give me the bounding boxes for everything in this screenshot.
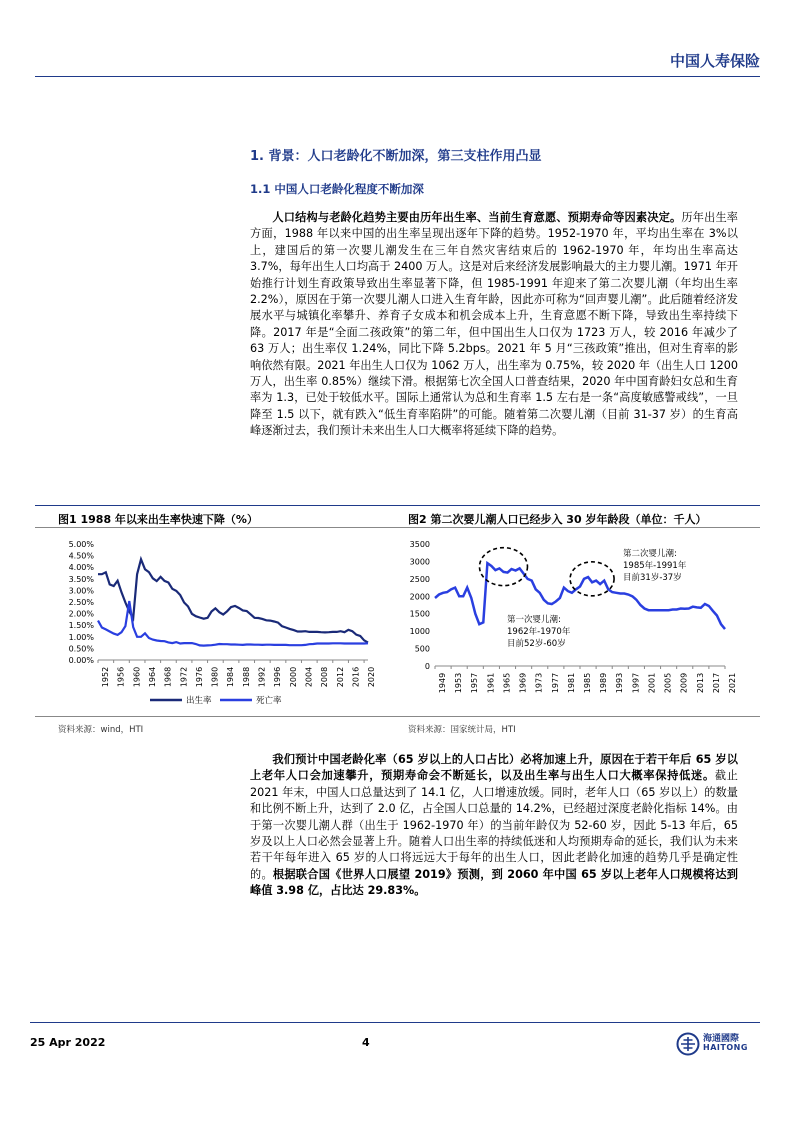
section-heading: 1. 背景：人口老龄化不断加深，第三支柱作用凸显 xyxy=(250,149,542,164)
subsection-heading: 1.1 中国人口老龄化程度不断加深 xyxy=(250,182,424,196)
chart2-highlight-second-boom xyxy=(570,562,614,596)
chart1-x-tick: 1992 xyxy=(257,666,267,688)
chart1-y-tick: 3.50% xyxy=(68,574,94,584)
figure2-title: 图2 第二次婴儿潮人口已经步入 30 岁年龄段（单位：千人） xyxy=(408,513,707,526)
chart2-x-tick: 2009 xyxy=(679,672,689,694)
chart2-x-tick: 1961 xyxy=(486,672,496,694)
chart2-y-tick: 1000 xyxy=(409,627,430,637)
footer-rule xyxy=(30,1022,760,1023)
chart2-x-tick: 1989 xyxy=(599,672,609,694)
chart2-x-tick: 1965 xyxy=(502,672,512,694)
chart1-x-tick: 1960 xyxy=(132,666,142,688)
logo-text-en: HAITONG xyxy=(703,1043,748,1052)
chart1-x-tick: 1972 xyxy=(179,666,189,688)
chart2-x-tick: 1981 xyxy=(566,672,576,694)
chart1-x-tick: 2000 xyxy=(288,666,298,688)
figure1-source: 资料来源：wind，HTI xyxy=(58,725,144,735)
chart2-annotation-first-boom: 第一次婴儿潮: xyxy=(507,615,561,625)
chart1-y-tick: 1.50% xyxy=(68,621,94,631)
chart2-annotation-first-boom: 1962年-1970年 xyxy=(507,627,571,637)
para2-conclusion: 根据联合国《世界人口展望 2019》预测，到 2060 年中国 65 岁以上老年人口规模将达到峰值 3.98 亿，占比达 29.83%。 xyxy=(250,867,738,898)
chart2-y-tick: 2000 xyxy=(409,592,430,602)
chart1-x-tick: 1984 xyxy=(226,666,236,688)
chart1-y-tick: 0.00% xyxy=(68,656,94,665)
haitong-logo-icon xyxy=(676,1032,700,1056)
chart1-y-tick: 4.50% xyxy=(68,551,94,561)
chart2-annotation-second-boom: 目前31岁-37岁 xyxy=(623,573,682,583)
header-rule xyxy=(35,76,760,77)
chart1-y-tick: 5.00% xyxy=(68,540,94,549)
body-paragraph-2 xyxy=(250,752,738,900)
haitong-logo xyxy=(676,1030,766,1058)
chart1-x-tick: 1988 xyxy=(241,666,251,688)
chart2-x-tick: 1993 xyxy=(615,672,625,694)
chart1-x-tick: 2008 xyxy=(320,666,330,688)
population-chart xyxy=(395,530,760,710)
para2-lead: 我们预计中国老龄化率（65 岁以上的人口占比）必将加速上升，原因在于若干年后 65 岁以上老年人口会加速攀升，预期寿命会不断延长，以及出生率与出生人口大概率保持低迷。 xyxy=(250,753,738,783)
chart2-x-tick: 1957 xyxy=(470,672,480,694)
chart1-x-tick: 1956 xyxy=(116,666,126,688)
chart1-y-tick: 3.00% xyxy=(68,586,94,596)
body-paragraph-1 xyxy=(250,210,738,440)
chart1-y-tick: 0.50% xyxy=(68,644,94,654)
chart2-y-tick: 0 xyxy=(424,662,430,671)
chart2-y-tick: 2500 xyxy=(409,574,430,584)
chart2-annotation-second-boom: 1985年-1991年 xyxy=(623,561,687,571)
header-brand: 中国人寿保险 xyxy=(669,52,760,70)
figure-rule-top xyxy=(35,505,760,506)
figure-rule-bottom xyxy=(35,716,760,717)
chart1-x-tick: 2012 xyxy=(335,666,345,688)
para1-text: 历年出生率方面，1988 年以来中国的出生率呈现出逐年下降的趋势。1952-1970 年，平均出生率在 3%以上，建国后的第一次婴儿潮发生在三年自然灾害结束后的 1962-1970 年，年均出生率高达 3.7%，每年出生人口均高于 2400 万人。这是对后来经济发展影响最大的主力婴儿潮。1971 年开始推行计划生育政策导致出生率显著下降，但 1985-1991 年迎来了第二次婴儿潮（年均出生率 2.2%），原因在于第一次婴儿潮人口进入生育年龄，因此亦可称为“回声婴儿潮”。此后随着经济发展水平与城镇化率攀升、养育子女成本和机会成本上升，生育意愿不断下降，导致出生率持续下降。2017 年是“全面二孩政策”的第二年，但中国出生人口仅为 1723 万人，较 2016 年减少了 63 万人；出生率仅 1.24%，同比下降 5.2bps。2021 年 5 月“三孩政策”推出，但对生育率的影响依然有限。2021 年出生人口仅为 1062 万人，出生率为 0.75%，较 2020 年（出生人口 1200 万人，出生率 0.85%）继续下滑。根据第七次全国人口普查结果，2020 年中国育龄妇女总和生育率为 1.3，已处于较低水平。国际上通常认为总和生育率 1.5 左右是一条“高度敏感警戒线”，一旦降至 1.5 以下，就有跌入“低生育率陷阱”的可能。随着第二次婴儿潮（目前 31-37 岁）的生育高峰逐渐过去，我们预计未来出生人口大概率将延续下降的趋势。 xyxy=(250,211,738,438)
chart1-x-tick: 1976 xyxy=(194,666,204,688)
chart2-annotation-first-boom: 目前52岁-60岁 xyxy=(507,639,566,649)
chart1-y-tick: 1.00% xyxy=(68,632,94,642)
chart1-x-tick: 1980 xyxy=(210,666,220,688)
chart1-x-tick: 1964 xyxy=(147,666,157,688)
chart1-x-tick: 1952 xyxy=(101,666,110,688)
figure2-source: 资料来源：国家统计局，HTI xyxy=(408,725,516,735)
chart2-x-tick: 2021 xyxy=(728,672,737,694)
chart2-x-tick: 1973 xyxy=(534,672,544,694)
birth-rate-chart xyxy=(40,530,390,710)
chart1-y-tick: 4.00% xyxy=(68,563,94,573)
chart1-series-birth-rate xyxy=(98,559,368,642)
chart1-y-tick: 2.50% xyxy=(68,598,94,607)
chart1-x-tick: 1996 xyxy=(273,666,283,688)
chart2-y-tick: 3000 xyxy=(409,557,430,567)
chart2-x-tick: 1985 xyxy=(583,672,592,694)
chart1-legend-label: 出生率 xyxy=(186,696,212,706)
figure-rule-mid xyxy=(35,527,760,528)
chart2-x-tick: 2013 xyxy=(695,672,705,694)
para2-text: 截止 2021 年末，中国人口总量达到了 14.1 亿，人口增速放缓。同时，老年人口（65 岁以上）的数量和比例不断上升，达到了 2.0 亿，占全国人口总量的 14.2%，已经超过深度老龄化指标 14%。由于第一次婴儿潮人群（出生于 1962-1970 年）的当前年龄仅为 52-60 岁，因此 5-13 年后，65 岁及以上人口必然会显著上升。随着人口出生率的持续低迷和人均预期寿命的延长，我们认为未来若干年每年进入 65 岁的人口将远远大于每年的出生人口，因此老龄化加速的趋势几乎是确定性的。 xyxy=(250,769,738,881)
chart2-x-tick: 1953 xyxy=(454,672,464,694)
logo-text-cn: 海通國際 xyxy=(703,1034,740,1044)
chart1-x-tick: 2004 xyxy=(304,666,314,688)
chart2-annotation-second-boom: 第二次婴儿潮: xyxy=(623,549,677,559)
footer-date: 25 Apr 2022 xyxy=(30,1036,106,1049)
chart1-x-tick: 2016 xyxy=(351,666,361,688)
chart2-x-tick: 2005 xyxy=(663,672,673,694)
page-number: 4 xyxy=(362,1036,370,1049)
chart1-x-tick: 1968 xyxy=(163,666,173,688)
chart2-x-tick: 1997 xyxy=(631,672,641,694)
chart2-x-tick: 2017 xyxy=(711,672,721,694)
chart2-x-tick: 1977 xyxy=(550,672,560,694)
chart1-legend-label: 死亡率 xyxy=(256,696,282,706)
chart2-x-tick: 2001 xyxy=(647,672,657,694)
chart2-y-tick: 1500 xyxy=(409,609,430,619)
chart1-x-tick: 2020 xyxy=(367,666,377,688)
chart2-x-tick: 1949 xyxy=(438,672,447,694)
chart1-series-death-rate xyxy=(98,601,368,646)
chart2-x-tick: 1969 xyxy=(518,672,528,694)
para1-lead: 人口结构与老龄化趋势主要由历年出生率、当前生育意愿、预期寿命等因素决定。 xyxy=(272,211,682,224)
figure1-title: 图1 1988 年以来出生率快速下降（%） xyxy=(58,513,258,526)
chart2-y-tick: 500 xyxy=(414,644,430,654)
chart2-y-tick: 3500 xyxy=(409,540,430,549)
chart1-y-tick: 2.00% xyxy=(68,609,94,619)
